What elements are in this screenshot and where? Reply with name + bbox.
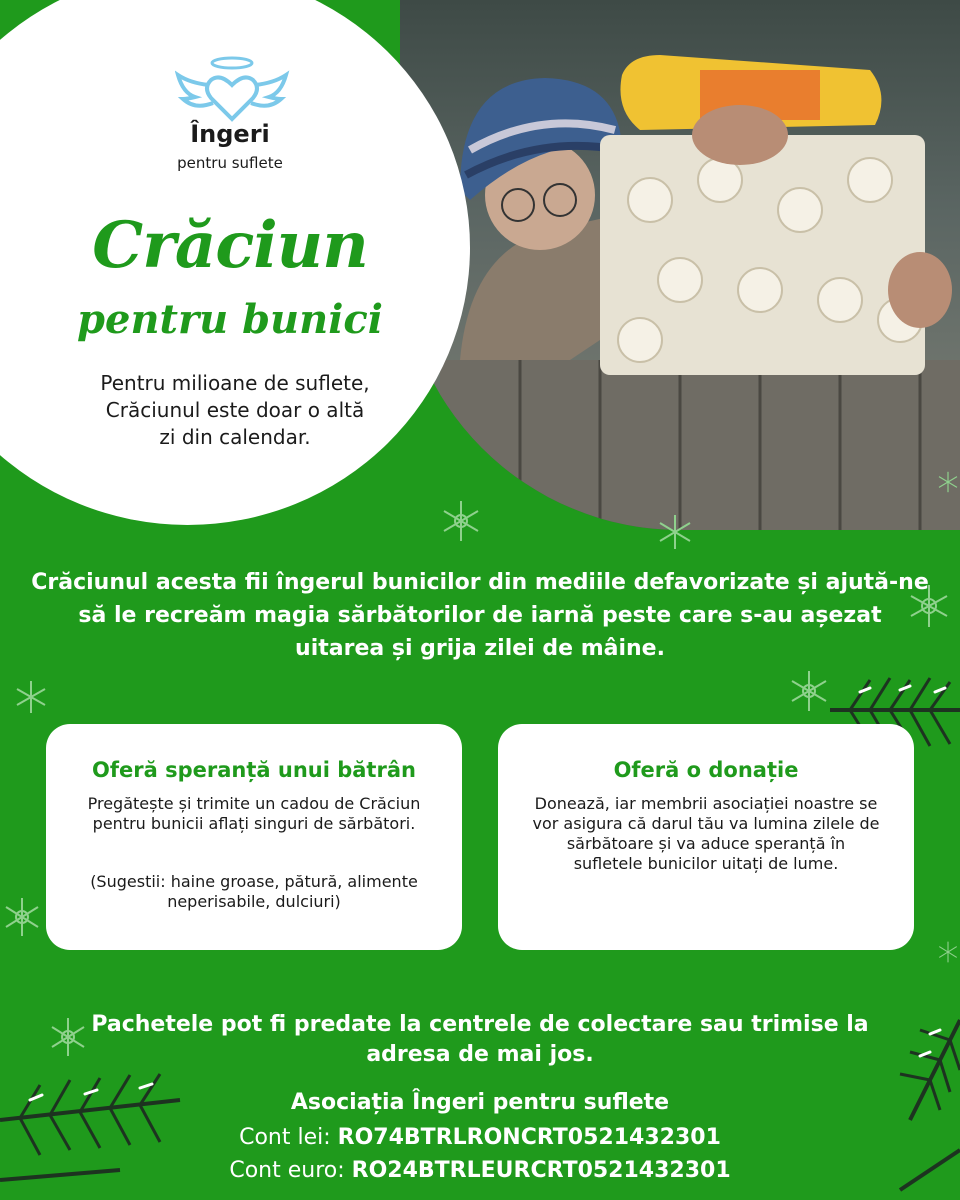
snowflake-icon (12, 678, 50, 716)
snowflake-icon (936, 462, 960, 502)
account-lei-iban: RO74BTRLRONCRT0521432301 (337, 1125, 721, 1150)
gift-card (46, 724, 462, 950)
pine-branch-icon (890, 1000, 960, 1200)
intro-text: Pentru milioane de suflete, Crăciunul este doar o altă zi din calendar. (100, 371, 370, 449)
gift-card-body: Pregătește și trimite un cadou de Crăciun pentru bunicii aflați singuri de sărbători. (87, 794, 421, 833)
snowflake-icon (936, 930, 960, 974)
donation-card (498, 724, 914, 950)
photo-illustration (400, 0, 960, 530)
brand-subtitle: pentru suflete (177, 154, 283, 172)
gift-card-suggestions: (Sugestii: haine groase, pătură, alimente neperisabile, dulciuri) (90, 872, 418, 911)
gift-card-title: Oferă speranță unui bătrân (92, 758, 416, 782)
account-lei-label: Cont lei: (239, 1125, 331, 1150)
donation-card-title: Oferă o donație (613, 758, 799, 782)
account-euro (80, 1158, 880, 1183)
hero-photo (400, 0, 960, 530)
account-euro-iban: RO24BTRLEURCRT0521432301 (351, 1158, 731, 1183)
account-lei (80, 1125, 880, 1150)
headline-line2: pentru bunici (77, 296, 383, 343)
snowflake-icon (655, 512, 695, 552)
angel-heart-logo-icon (175, 55, 290, 125)
organization-name: Asociația Îngeri pentru suflete (290, 1090, 670, 1115)
brand-title: Îngeri (190, 120, 270, 148)
account-euro-label: Cont euro: (229, 1158, 345, 1183)
main-message: Crăciunul acesta fii îngerul bunicilor din mediile defavorizate și ajută-ne să le recreăm magia sărbătorilor de iarnă peste care s-au așezat uitarea și grija zilei de mâine. (31, 570, 929, 661)
snowflake-icon (786, 668, 832, 714)
snowflake-icon (438, 498, 484, 544)
delivery-info: Pachetele pot fi predate la centrele de colectare sau trimise la adresa de mai jos. (91, 1012, 869, 1067)
headline-line1: Crăciun (92, 208, 368, 283)
snowflake-icon (0, 895, 44, 939)
donation-card-body: Donează, iar membrii asociației noastre se vor asigura că darul tău va lumina zilele de sărbătoare și va aduce speranță în sufletele bunicilor uitați de lume. (532, 794, 880, 873)
